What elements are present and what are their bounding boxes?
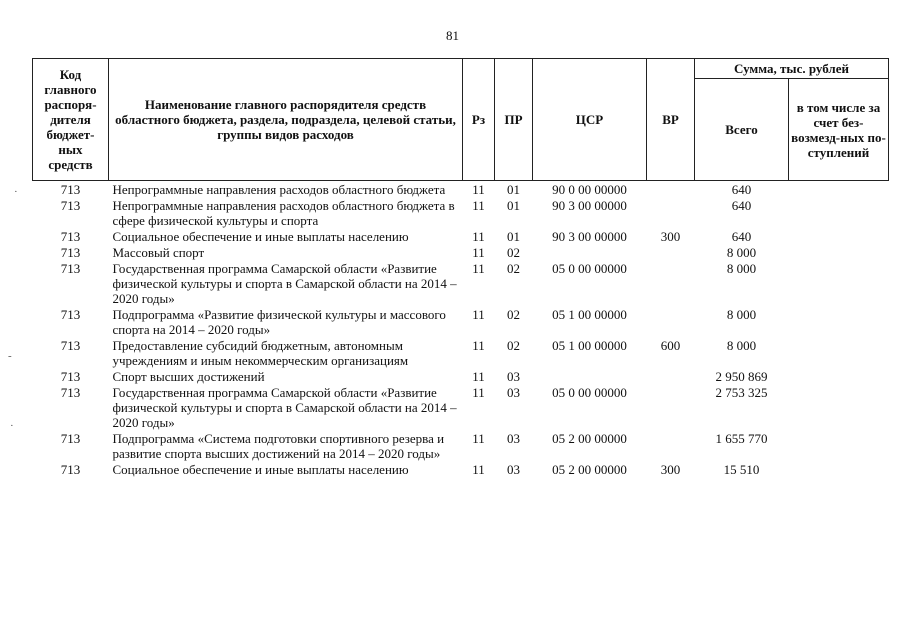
cell-total: 640	[731, 229, 752, 244]
cell-rz: 11	[472, 307, 485, 322]
cell-vr	[647, 430, 695, 461]
table-row	[33, 306, 889, 337]
cell-pr: 01	[507, 182, 520, 197]
budget-table	[32, 58, 889, 477]
cell-vr	[647, 197, 695, 228]
table-row	[33, 228, 889, 244]
cell-gratis	[789, 260, 889, 306]
cell-total: 2 950 869	[715, 369, 768, 384]
cell-csr: 05 2 00 00000	[552, 431, 627, 446]
cell-pr: 02	[507, 307, 520, 322]
cell-csr: 05 1 00 00000	[552, 338, 627, 353]
cell-name: Государственная программа Самарской области «Развитие физической культуры и спорта в Самарской области на 2014 – 2020 годы»	[112, 261, 457, 306]
scan-mark: -	[8, 350, 12, 362]
header-sum-group: Сумма, тыс. рублей	[695, 59, 889, 79]
cell-vr	[647, 368, 695, 384]
cell-total: 8 000	[726, 261, 757, 276]
cell-total: 8 000	[726, 338, 757, 353]
cell-rz: 11	[472, 261, 485, 276]
table-row	[33, 337, 889, 368]
cell-gratis	[789, 244, 889, 260]
cell-name: Предоставление субсидий бюджетным, автономным учреждениям и иным некоммерческим организациям	[112, 338, 409, 368]
cell-vr	[647, 181, 695, 198]
header-rz: Рз	[463, 59, 495, 181]
cell-rz: 11	[472, 182, 485, 197]
cell-csr	[533, 244, 647, 260]
table-row	[33, 384, 889, 430]
cell-rz: 11	[472, 385, 485, 400]
cell-pr: 03	[507, 385, 520, 400]
cell-vr	[647, 244, 695, 260]
cell-code: 713	[60, 462, 81, 477]
cell-total: 15 510	[723, 462, 760, 477]
table-row	[33, 244, 889, 260]
header-name: Наименование главного распорядителя средств областного бюджета, раздела, подраздела, целевой статьи, группы видов расходов	[109, 59, 463, 181]
cell-csr: 05 0 00 00000	[552, 385, 627, 400]
table-row	[33, 461, 889, 477]
table-row	[33, 181, 889, 198]
cell-csr: 90 0 00 00000	[552, 182, 627, 197]
cell-total: 8 000	[726, 307, 757, 322]
scan-mark: ·	[10, 420, 14, 432]
cell-name: Непрограммные направления расходов областного бюджета	[112, 182, 446, 197]
cell-vr	[647, 384, 695, 430]
cell-name: Социальное обеспечение и иные выплаты населению	[112, 229, 409, 244]
cell-name: Спорт высших достижений	[112, 369, 265, 384]
header-gratis: в том числе за счет без-возмезд-ных по-ступлений	[789, 79, 889, 181]
cell-pr: 03	[507, 369, 520, 384]
cell-name: Непрограммные направления расходов областного бюджета в сфере физической культуры и спорта	[112, 198, 455, 228]
header-total: Всего	[695, 79, 789, 181]
page-number: 81	[446, 28, 459, 43]
cell-total: 640	[731, 198, 752, 213]
cell-vr: 600	[660, 338, 681, 353]
cell-gratis	[789, 430, 889, 461]
cell-gratis	[789, 337, 889, 368]
table-row	[33, 368, 889, 384]
cell-csr	[533, 368, 647, 384]
table-row	[33, 430, 889, 461]
cell-code: 713	[60, 182, 81, 197]
cell-gratis	[789, 228, 889, 244]
cell-gratis	[789, 384, 889, 430]
header-vr: ВР	[647, 59, 695, 181]
cell-csr: 90 3 00 00000	[552, 229, 627, 244]
cell-code: 713	[60, 245, 81, 260]
cell-pr: 01	[507, 198, 520, 213]
table-row	[33, 197, 889, 228]
cell-gratis	[789, 306, 889, 337]
cell-rz: 11	[472, 198, 485, 213]
cell-name: Социальное обеспечение и иные выплаты населению	[112, 462, 409, 477]
header-pr: ПР	[495, 59, 533, 181]
cell-vr: 300	[660, 462, 681, 477]
cell-vr	[647, 306, 695, 337]
cell-name: Подпрограмма «Развитие физической культуры и массового спорта на 2014 – 2020 годы»	[112, 307, 446, 337]
cell-rz: 11	[472, 462, 485, 477]
cell-csr: 05 2 00 00000	[552, 462, 627, 477]
cell-total: 8 000	[726, 245, 757, 260]
cell-total: 1 655 770	[715, 431, 768, 446]
cell-name: Государственная программа Самарской области «Развитие физической культуры и спорта в Самарской области на 2014 – 2020 годы»	[112, 385, 457, 430]
cell-code: 713	[60, 229, 81, 244]
cell-rz: 11	[472, 229, 485, 244]
cell-pr: 02	[507, 245, 520, 260]
cell-total: 2 753 325	[715, 385, 768, 400]
cell-total: 640	[731, 182, 752, 197]
cell-gratis	[789, 181, 889, 198]
cell-gratis	[789, 461, 889, 477]
cell-gratis	[789, 197, 889, 228]
cell-pr: 03	[507, 431, 520, 446]
cell-csr: 05 1 00 00000	[552, 307, 627, 322]
cell-pr: 03	[507, 462, 520, 477]
cell-csr: 90 3 00 00000	[552, 198, 627, 213]
table-row	[33, 260, 889, 306]
header-csr: ЦСР	[533, 59, 647, 181]
cell-vr: 300	[660, 229, 681, 244]
cell-pr: 01	[507, 229, 520, 244]
cell-code: 713	[60, 307, 81, 322]
cell-code: 713	[60, 198, 81, 213]
cell-code: 713	[60, 385, 81, 400]
cell-code: 713	[60, 338, 81, 353]
cell-pr: 02	[507, 338, 520, 353]
cell-code: 713	[60, 369, 81, 384]
cell-rz: 11	[472, 369, 485, 384]
cell-name: Массовый спорт	[112, 245, 205, 260]
scan-mark: ·	[14, 186, 18, 198]
cell-name: Подпрограмма «Система подготовки спортивного резерва и развитие спорта высших достижений на 2014 – 2020 годы»	[112, 431, 445, 461]
cell-code: 713	[60, 261, 81, 276]
cell-vr	[647, 260, 695, 306]
cell-rz: 11	[472, 245, 485, 260]
cell-pr: 02	[507, 261, 520, 276]
header-code: Код главного распоря-дителя бюджет-ных средств	[33, 59, 109, 181]
cell-gratis	[789, 368, 889, 384]
table-body	[33, 181, 889, 478]
cell-csr: 05 0 00 00000	[552, 261, 627, 276]
cell-code: 713	[60, 431, 81, 446]
cell-rz: 11	[472, 431, 485, 446]
cell-rz: 11	[472, 338, 485, 353]
